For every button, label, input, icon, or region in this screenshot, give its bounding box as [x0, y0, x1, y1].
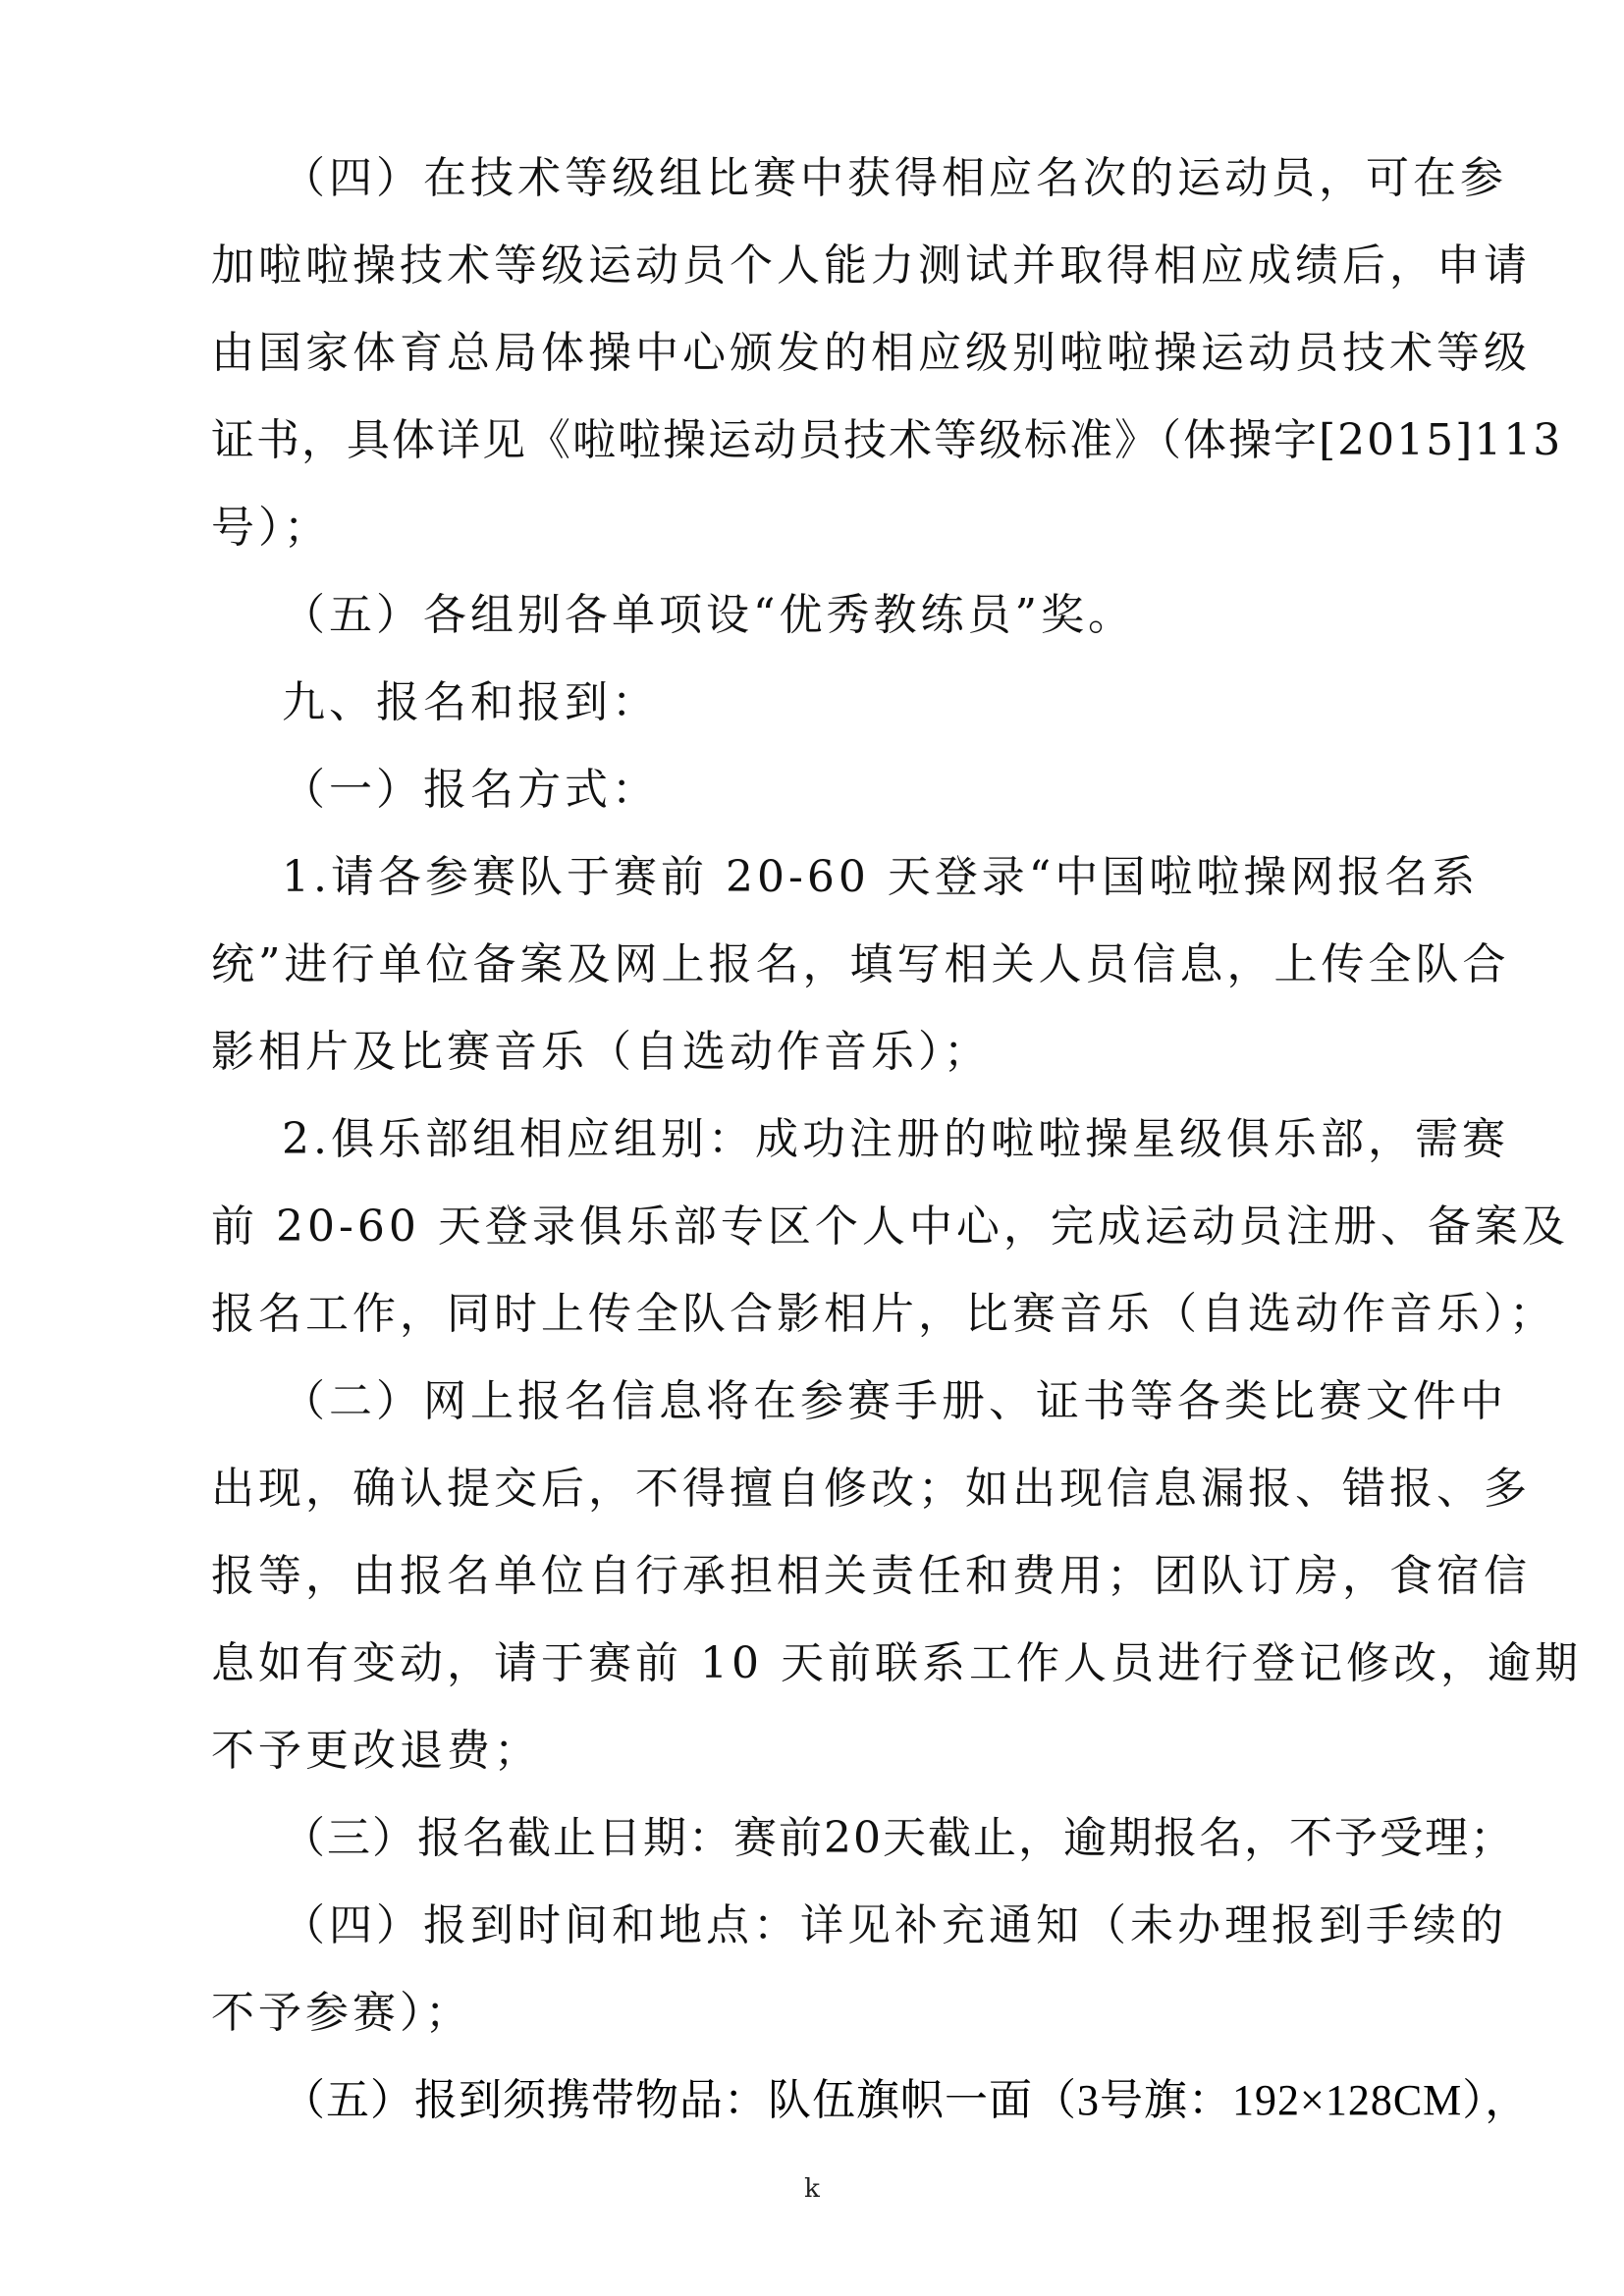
paragraph-line: （四）报到时间和地点：详见补充通知（未办理报到手续的: [282, 1900, 1507, 1950]
paragraph-line: 由国家体育总局体操中心颁发的相应级别啦啦操运动员技术等级: [211, 328, 1531, 378]
paragraph-line: 报等，由报名单位自行承担相关责任和费用；团队订房，食宿信: [211, 1551, 1531, 1601]
paragraph-line: 出现，确认提交后，不得擅自修改；如出现信息漏报、错报、多: [211, 1464, 1531, 1514]
paragraph-line: 报名工作，同时上传全队合影相片，比赛音乐（自选动作音乐）；: [211, 1289, 1556, 1339]
subsection-heading: （一）报名方式：: [282, 765, 659, 815]
paragraph-line: 不予参赛）；: [211, 1988, 472, 2038]
paragraph-line: 不予更改退费；: [211, 1726, 541, 1776]
paragraph-line: （四）在技术等级组比赛中获得相应名次的运动员，可在参: [282, 153, 1507, 203]
paragraph-line: 2.俱乐部组相应组别：成功注册的啦啦操星级俱乐部，需赛: [282, 1114, 1509, 1164]
paragraph-line: （二）网上报名信息将在参赛手册、证书等各类比赛文件中: [282, 1376, 1507, 1426]
paragraph-line: 统”进行单位备案及网上报名，填写相关人员信息，上传全队合: [211, 939, 1510, 989]
paragraph-line: 证书，具体详见《啦啦操运动员技术等级标准》（体操字[2015]113: [211, 415, 1563, 465]
paragraph-line: 息如有变动，请于赛前 10 天前联系工作人员进行登记修改，逾期: [211, 1638, 1582, 1688]
paragraph-line: （五）各组别各单项设“优秀教练员”奖。: [282, 590, 1135, 640]
paragraph-line: （三）报名截止日期：赛前20天截止，逾期报名，不予受理；: [282, 1813, 1515, 1863]
paragraph-line: 加啦啦操技术等级运动员个人能力测试并取得相应成绩后，申请: [211, 240, 1531, 291]
section-heading: 九、报名和报到：: [282, 677, 659, 727]
paragraph-line: 前 20-60 天登录俱乐部专区个人中心，完成运动员注册、备案及: [211, 1201, 1569, 1252]
paragraph-line: （五）报到须携带物品：队伍旗帜一面（3号旗：192×128CM），: [282, 2076, 1530, 2124]
paragraph-line: 1.请各参赛队于赛前 20-60 天登录“中国啦啦操网报名系: [282, 852, 1480, 902]
page-number: k: [804, 2174, 820, 2204]
paragraph-line: 号）；: [211, 503, 331, 553]
paragraph-line: 影相片及比赛音乐（自选动作音乐）；: [211, 1027, 991, 1077]
